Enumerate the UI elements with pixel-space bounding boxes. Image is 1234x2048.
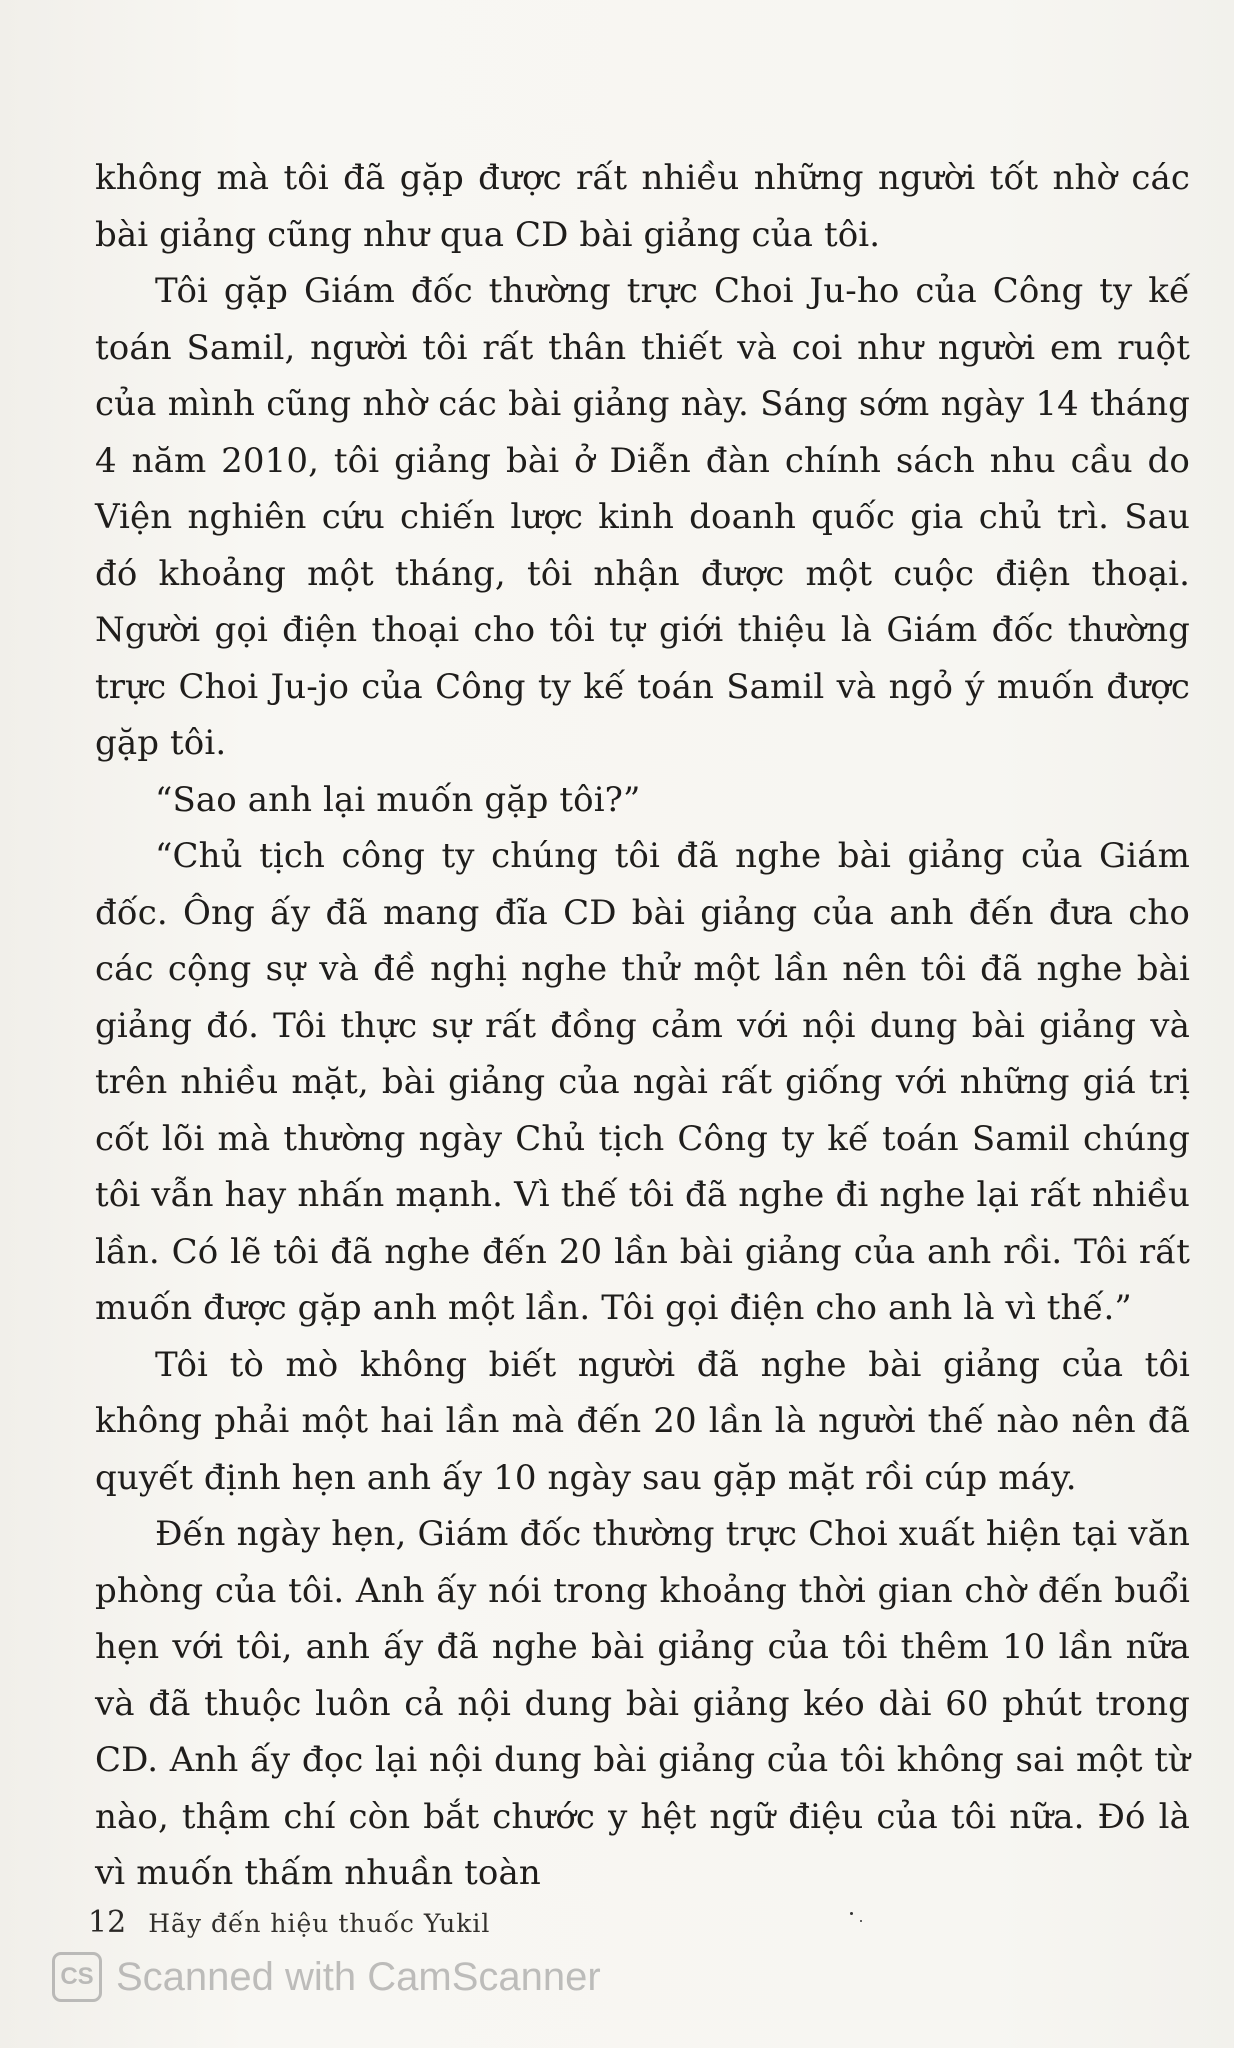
- scan-speck: [860, 1920, 862, 1922]
- paragraph-3: “Sao anh lại muốn gặp tôi?”: [155, 779, 641, 820]
- paragraph-1: không mà tôi đã gặp được rất nhiều những người tốt nhờ các bài giảng cũng như qua CD bài giảng của tôi.: [95, 158, 1190, 255]
- paragraph-4: “Chủ tịch công ty chúng tôi đã nghe bài giảng của Giám đốc. Ông ấy đã mang đĩa CD bài giảng của anh đến đưa cho các cộng sự và đề nghị nghe thử một lần nên tôi đã nghe bài giảng đó. Tôi thực sự rất đồng cảm với nội dung bài giảng và trên nhiều mặt, bài giảng của ngài rất giống với những giá trị cốt lõi mà thường ngày Chủ tịch Công ty kế toán Samil chúng tôi vẫn hay nhấn mạnh. Vì thế tôi đã nghe đi nghe lại rất nhiều lần. Có lẽ tôi đã nghe đến 20 lần bài giảng của anh rồi. Tôi rất muốn được gặp anh một lần. Tôi gọi điện cho anh là vì thế.”: [95, 836, 1190, 1328]
- page-number: 12: [88, 1905, 127, 1940]
- paragraph-5: Tôi tò mò không biết người đã nghe bài giảng của tôi không phải một hai lần mà đến 20 lần là người thế nào nên đã quyết định hẹn anh ấy 10 ngày sau gặp mặt rồi cúp máy.: [95, 1344, 1190, 1498]
- watermark-text: Scanned with CamScanner: [116, 1954, 601, 1999]
- paragraph-6: Đến ngày hẹn, Giám đốc thường trực Choi xuất hiện tại văn phòng của tôi. Anh ấy nói trong khoảng thời gian chờ đến buổi hẹn với tôi, anh ấy đã nghe bài giảng của tôi thêm 10 lần nữa và đã thuộc luôn cả nội dung bài giảng kéo dài 60 phút trong CD. Anh ấy đọc lại nội dung bài giảng của tôi không sai một từ nào, thậm chí còn bắt chước y hệt ngữ điệu của tôi nữa. Đó là vì muốn thấm nhuần toàn: [95, 1514, 1190, 1893]
- running-title: Hãy đến hiệu thuốc Yukil: [148, 1909, 491, 1938]
- camscanner-logo-icon: CS: [52, 1952, 102, 2002]
- paragraph-2: Tôi gặp Giám đốc thường trực Choi Ju-ho của Công ty kế toán Samil, người tôi rất thân thiết và coi như người em ruột của mình cũng nhờ các bài giảng này. Sáng sớm ngày 14 tháng 4 năm 2010, tôi giảng bài ở Diễn đàn chính sách nhu cầu do Viện nghiên cứu chiến lược kinh doanh quốc gia chủ trì. Sau đó khoảng một tháng, tôi nhận được một cuộc điện thoại. Người gọi điện thoại cho tôi tự giới thiệu là Giám đốc thường trực Choi Ju-jo của Công ty kế toán Samil và ngỏ ý muốn được gặp tôi.: [95, 271, 1190, 763]
- camscanner-watermark: [52, 1952, 601, 2002]
- scan-speck: [850, 1912, 853, 1915]
- body-text: [95, 150, 1190, 1902]
- page-footer: [88, 1905, 490, 1940]
